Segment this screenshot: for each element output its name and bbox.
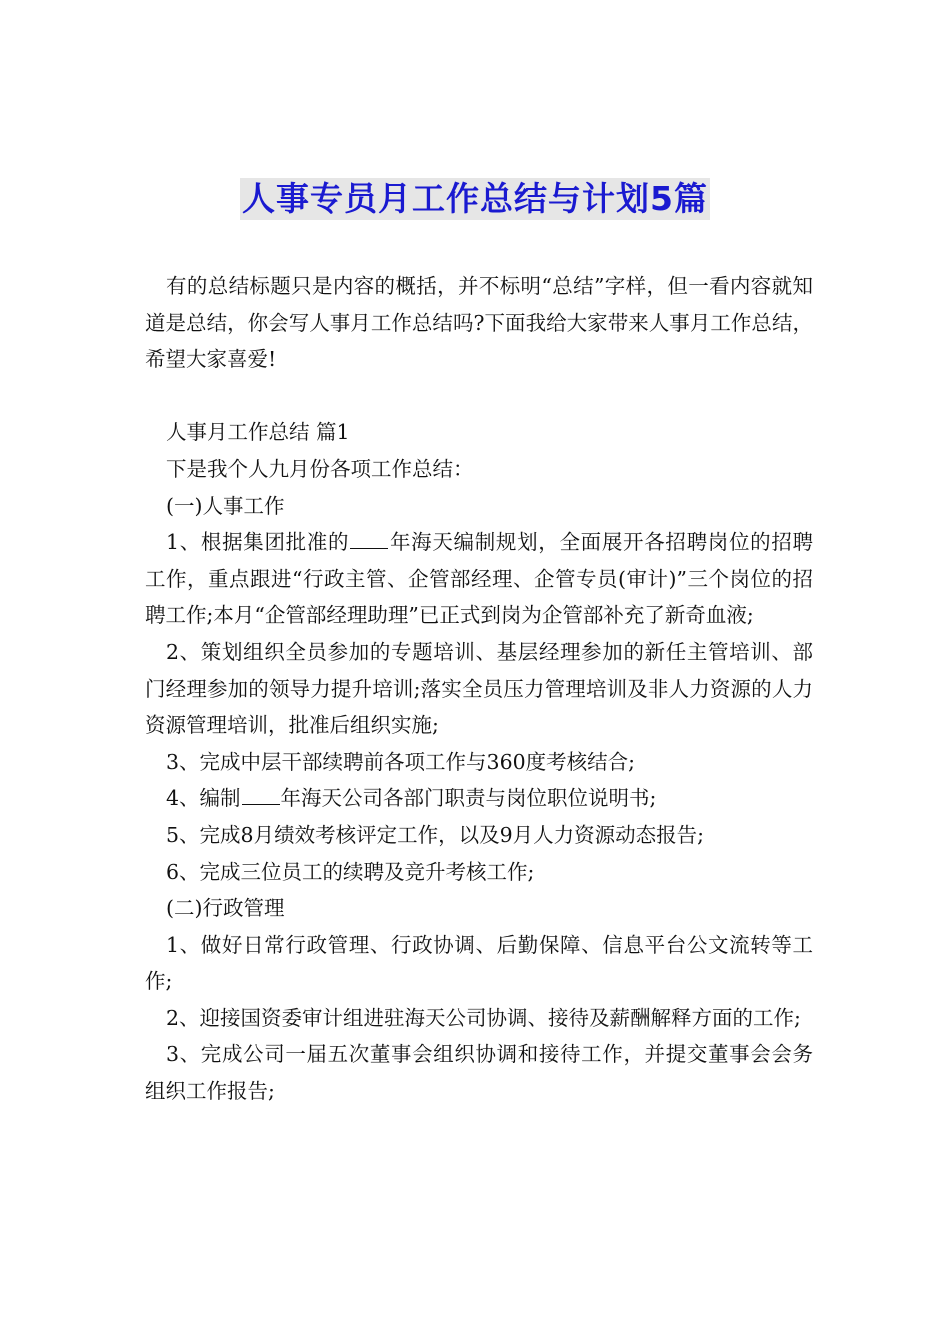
- part2-item-1: 1、做好日常行政管理、行政协调、后勤保障、信息平台公文流转等工作;: [145, 932, 813, 994]
- paragraph-gap: [145, 378, 813, 415]
- document-body: [145, 268, 813, 1110]
- blank-underline: [242, 784, 280, 806]
- part1-item-1-start: 1、根据集团批准的: [166, 530, 350, 555]
- part1-item-1: [145, 524, 813, 634]
- title-wrap: [0, 178, 950, 220]
- part1-heading: (一)人事工作: [166, 493, 285, 518]
- lead-paragraph: 下是我个人九月份各项工作总结：: [166, 456, 474, 481]
- document-title: 人事专员月工作总结与计划5篇: [242, 179, 708, 218]
- part2-heading: (二)行政管理: [166, 896, 285, 921]
- part1-item-4: [145, 780, 813, 817]
- part1-item-1-rest: 年海天编制规划，全面展开各招聘岗位的招聘工作，重点跟进“行政主管、企管部经理、企管专员(审计)”三个岗位的招聘工作;本月“企管部经理助理”已正式到岗为企管部补充了新奇血液;: [145, 530, 814, 628]
- part2-item-3: 3、完成公司一届五次董事会组织协调和接待工作，并提交董事会会务组织工作报告;: [145, 1042, 813, 1104]
- part1-item-5: 5、完成8月绩效考核评定工作，以及9月人力资源动态报告;: [166, 822, 705, 847]
- blank-underline: [350, 528, 388, 550]
- intro-paragraph: 有的总结标题只是内容的概括，并不标明“总结”字样，但一看内容就知道是总结，你会写人事月工作总结吗?下面我给大家带来人事月工作总结，希望大家喜爱!: [145, 274, 813, 372]
- part1-item-3: 3、完成中层干部续聘前各项工作与360度考核结合;: [166, 749, 636, 774]
- part1-item-4-start: 4、编制: [166, 786, 241, 811]
- part1-item-2: 2、策划组织全员参加的专题培训、基层经理参加的新任主管培训、部门经理参加的领导力提升培训;落实全员压力管理培训及非人力资源的人力资源管理培训，批准后组织实施;: [145, 639, 813, 738]
- part1-item-4-rest: 年海天公司各部门职责与岗位职位说明书;: [280, 786, 657, 811]
- part2-item-2: 2、迎接国资委审计组进驻海天公司协调、接待及薪酬解释方面的工作;: [166, 1005, 801, 1030]
- part1-item-6: 6、完成三位员工的续聘及竞升考核工作;: [166, 859, 535, 884]
- section-heading: 人事月工作总结 篇1: [166, 420, 350, 445]
